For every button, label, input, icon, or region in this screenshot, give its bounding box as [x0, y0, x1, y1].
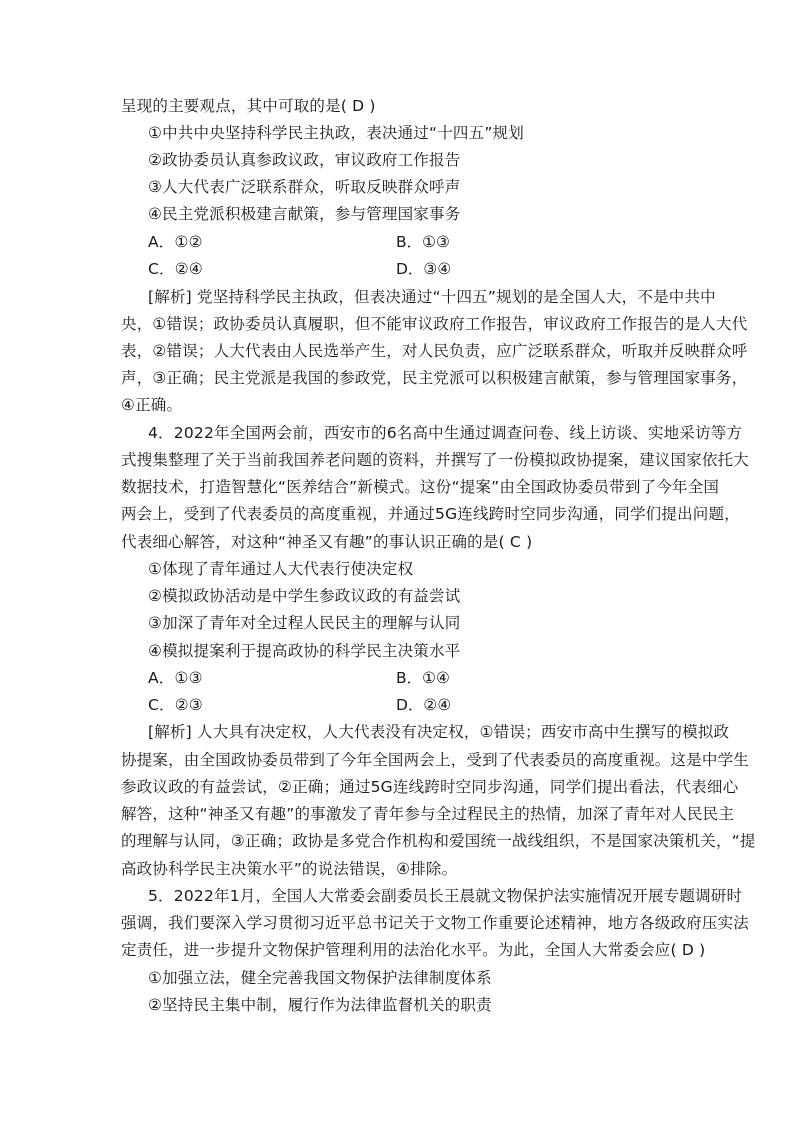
q4-stem-line-2: 式搜集整理了关于当前我国养老问题的资料，并撰写了一份模拟政协提案，建议国家依托大: [121, 451, 750, 469]
q4-analysis-line-1: [解析] 人大具有决定权，人大代表没有决定权，①错误；西安市高中生撰写的模拟政: [148, 723, 730, 741]
q3-item-1: ①中共中央坚持科学民主执政，表决通过“十四五”规划: [148, 124, 524, 142]
q4-option-c: C．②③: [148, 696, 203, 714]
q3-option-b: B．①③: [396, 233, 450, 251]
q3-item-4: ④民主党派积极建言献策，参与管理国家事务: [148, 205, 461, 223]
q3-analysis-line-4: 声，③正确；民主党派是我国的参政党，民主党派可以积极建言献策，参与管理国家事务，: [121, 369, 748, 387]
q3-option-a: A．①②: [148, 233, 203, 251]
q4-item-2: ②模拟政协活动是中学生参政议政的有益尝试: [148, 587, 461, 605]
q4-item-1: ①体现了青年通过人大代表行使决定权: [148, 560, 414, 578]
q4-stem-line-5: 代表细心解答，对这种“神圣又有趣”的事认识正确的是( C ): [121, 533, 533, 551]
q3-analysis-line-5: ④正确。: [121, 396, 183, 414]
q4-option-d: D．②④: [396, 696, 452, 714]
q4-analysis-line-6: 高政协科学民主决策水平”的说法错误，④排除。: [121, 860, 458, 878]
q3-analysis-line-3: 表，②错误；人大代表由人民选举产生，对人民负责，应广泛联系群众，听取并反映群众呼: [121, 342, 748, 360]
q4-analysis-line-2: 协提案，由全国政协委员带到了今年全国两会上，受到了代表委员的高度重视。这是中学生: [121, 751, 750, 769]
q3-analysis-line-1: [解析] 党坚持科学民主执政，但表决通过“十四五”规划的是全国人大，不是中共中: [148, 288, 716, 306]
q4-analysis-line-3: 参政议政的有益尝试，②正确；通过5G连线跨时空同步沟通，同学们提出看法，代表细心: [121, 778, 739, 796]
q4-analysis-line-4: 解答，这种“神圣又有趣”的事激发了青年参与全过程民主的热情，加深了青年对人民民主: [121, 805, 735, 823]
q3-item-3: ③人大代表广泛联系群众，听取反映群众呼声: [148, 178, 461, 196]
q3-item-2: ②政协委员认真参政议政，审议政府工作报告: [148, 151, 461, 169]
q4-stem-line-4: 两会上，受到了代表委员的高度重视，并通过5G连线跨时空同步沟通，同学们提出问题，: [121, 505, 740, 523]
q4-item-3: ③加深了青年对全过程人民民主的理解与认同: [148, 614, 461, 632]
q5-stem-line-2: 强调，我们要深入学习贯彻习近平总书记关于文物工作重要论述精神，地方各级政府压实法: [121, 914, 750, 932]
q4-analysis-line-5: 的理解与认同，③正确；政协是多党合作机构和爱国统一战线组织，不是国家决策机关，“提: [121, 832, 756, 850]
q4-stem-line-3: 数据技术，打造智慧化“医养结合”新模式。这份“提案”由全国政协委员带到了今年全国: [121, 478, 720, 496]
q3-option-d: D．③④: [396, 260, 452, 278]
q3-analysis-line-2: 央，①错误；政协委员认真履职，但不能审议政府工作报告，审议政府工作报告的是人大代: [121, 315, 748, 333]
q4-option-a: A．①③: [148, 669, 203, 687]
q4-stem-line-1: 4．2022年全国两会前，西安市的6名高中生通过调查问卷、线上访谈、实地采访等方: [148, 424, 743, 442]
q4-option-b: B．①④: [396, 669, 450, 687]
q5-item-1: ①加强立法，健全完善我国文物保护法律制度体系: [148, 969, 492, 987]
q3-stem-tail: 呈现的主要观点，其中可取的是( D ): [121, 97, 376, 115]
q5-stem-line-1: 5．2022年1月，全国人大常委会副委员长王晨就文物保护法实施情况开展专题调研时: [148, 887, 743, 905]
q4-item-4: ④模拟提案利于提高政协的科学民主决策水平: [148, 642, 461, 660]
q3-option-c: C．②④: [148, 260, 203, 278]
q5-item-2: ②坚持民主集中制，履行作为法律监督机关的职责: [148, 996, 492, 1014]
q5-stem-line-3: 定责任，进一步提升文物保护管理利用的法治化水平。为此，全国人大常委会应( D ): [121, 941, 706, 959]
